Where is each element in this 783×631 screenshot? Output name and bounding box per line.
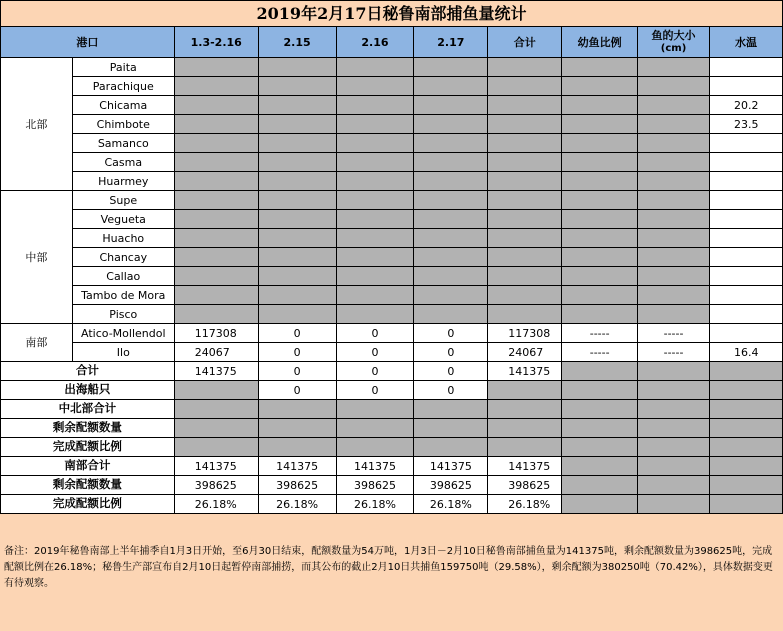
table-row — [1, 476, 783, 495]
value-cell: 398625 — [488, 476, 562, 495]
empty-gray-cell — [336, 77, 414, 96]
empty-gray-cell — [258, 134, 336, 153]
empty-gray-cell — [562, 362, 638, 381]
empty-cell — [709, 153, 782, 172]
header-size-line1: 鱼的大小 — [651, 29, 696, 42]
empty-gray-cell — [638, 419, 710, 438]
empty-gray-cell — [638, 96, 710, 115]
empty-gray-cell — [336, 229, 414, 248]
port-name: Huacho — [72, 229, 174, 248]
value-cell: 141375 — [488, 457, 562, 476]
empty-gray-cell — [638, 229, 710, 248]
value-cell: 26.18% — [174, 495, 258, 514]
header-c4: 2.17 — [414, 27, 488, 58]
value-cell: 141375 — [174, 362, 258, 381]
empty-cell — [709, 210, 782, 229]
empty-cell — [709, 267, 782, 286]
empty-gray-cell — [258, 438, 336, 457]
empty-cell — [709, 305, 782, 324]
value-cell: 0 — [414, 381, 488, 400]
header-port: 港口 — [1, 27, 175, 58]
empty-gray-cell — [336, 438, 414, 457]
value-cell: 26.18% — [488, 495, 562, 514]
empty-gray-cell — [174, 210, 258, 229]
empty-gray-cell — [638, 172, 710, 191]
empty-gray-cell — [562, 476, 638, 495]
header-size — [638, 27, 710, 58]
empty-gray-cell — [258, 115, 336, 134]
row-label: 剩余配额数量 — [1, 476, 175, 495]
empty-gray-cell — [638, 191, 710, 210]
value-cell: 0 — [414, 343, 488, 362]
empty-gray-cell — [174, 172, 258, 191]
empty-gray-cell — [638, 362, 710, 381]
table-row — [1, 305, 783, 324]
empty-gray-cell — [638, 77, 710, 96]
value-cell: 141375 — [488, 362, 562, 381]
empty-gray-cell — [709, 400, 782, 419]
empty-cell — [709, 134, 782, 153]
table-row — [1, 400, 783, 419]
row-label: 完成配额比例 — [1, 438, 175, 457]
table-row — [1, 153, 783, 172]
empty-gray-cell — [488, 191, 562, 210]
empty-gray-cell — [638, 400, 710, 419]
value-cell: 0 — [258, 381, 336, 400]
water-temp-value: 20.2 — [709, 96, 782, 115]
empty-gray-cell — [562, 457, 638, 476]
value-cell: ----- — [562, 324, 638, 343]
empty-gray-cell — [174, 58, 258, 77]
table-row — [1, 58, 783, 77]
empty-gray-cell — [562, 96, 638, 115]
port-name: Chancay — [72, 248, 174, 267]
empty-gray-cell — [336, 172, 414, 191]
empty-gray-cell — [174, 134, 258, 153]
value-cell: 141375 — [414, 457, 488, 476]
table-row — [1, 172, 783, 191]
empty-cell — [709, 58, 782, 77]
empty-gray-cell — [638, 267, 710, 286]
value-cell: 0 — [414, 324, 488, 343]
value-cell: 0 — [258, 343, 336, 362]
empty-gray-cell — [414, 286, 488, 305]
empty-gray-cell — [709, 495, 782, 514]
empty-gray-cell — [174, 305, 258, 324]
empty-gray-cell — [258, 153, 336, 172]
empty-gray-cell — [414, 229, 488, 248]
empty-gray-cell — [488, 172, 562, 191]
table-row-total — [1, 362, 783, 381]
port-name: Samanco — [72, 134, 174, 153]
empty-gray-cell — [488, 58, 562, 77]
empty-gray-cell — [258, 400, 336, 419]
row-label: 完成配额比例 — [1, 495, 175, 514]
empty-gray-cell — [336, 419, 414, 438]
empty-gray-cell — [709, 476, 782, 495]
empty-gray-cell — [258, 96, 336, 115]
empty-gray-cell — [258, 305, 336, 324]
empty-gray-cell — [174, 400, 258, 419]
empty-gray-cell — [562, 115, 638, 134]
table-row — [1, 96, 783, 115]
empty-gray-cell — [174, 77, 258, 96]
empty-gray-cell — [414, 58, 488, 77]
empty-gray-cell — [638, 305, 710, 324]
header-c3: 2.16 — [336, 27, 414, 58]
empty-gray-cell — [414, 172, 488, 191]
empty-cell — [709, 286, 782, 305]
value-cell: 398625 — [174, 476, 258, 495]
header-row — [1, 27, 783, 58]
empty-gray-cell — [336, 96, 414, 115]
empty-gray-cell — [174, 381, 258, 400]
port-name: Supe — [72, 191, 174, 210]
empty-gray-cell — [336, 400, 414, 419]
empty-gray-cell — [638, 457, 710, 476]
empty-gray-cell — [336, 248, 414, 267]
empty-gray-cell — [562, 495, 638, 514]
value-cell: 0 — [258, 324, 336, 343]
empty-gray-cell — [638, 495, 710, 514]
port-name: Paita — [72, 58, 174, 77]
value-cell: 0 — [336, 362, 414, 381]
water-temp-value: 16.4 — [709, 343, 782, 362]
empty-gray-cell — [488, 400, 562, 419]
empty-gray-cell — [638, 248, 710, 267]
empty-gray-cell — [414, 134, 488, 153]
value-cell: 0 — [336, 381, 414, 400]
empty-gray-cell — [562, 286, 638, 305]
empty-cell — [709, 172, 782, 191]
table-row — [1, 77, 783, 96]
row-label: 合计 — [1, 362, 175, 381]
table-row — [1, 191, 783, 210]
row-label: 剩余配额数量 — [1, 419, 175, 438]
empty-gray-cell — [258, 77, 336, 96]
empty-gray-cell — [174, 191, 258, 210]
empty-gray-cell — [562, 438, 638, 457]
empty-gray-cell — [488, 210, 562, 229]
empty-gray-cell — [258, 58, 336, 77]
empty-gray-cell — [414, 96, 488, 115]
row-label: 出海船只 — [1, 381, 175, 400]
empty-gray-cell — [258, 267, 336, 286]
empty-gray-cell — [638, 476, 710, 495]
empty-gray-cell — [414, 77, 488, 96]
value-cell: 26.18% — [258, 495, 336, 514]
value-cell: 24067 — [488, 343, 562, 362]
value-cell: 0 — [336, 343, 414, 362]
empty-gray-cell — [488, 134, 562, 153]
value-cell: 0 — [336, 324, 414, 343]
page-title: 2019年2月17日秘鲁南部捕鱼量统计 — [1, 1, 783, 27]
empty-gray-cell — [258, 419, 336, 438]
empty-gray-cell — [709, 438, 782, 457]
empty-gray-cell — [562, 191, 638, 210]
table-row — [1, 210, 783, 229]
empty-gray-cell — [174, 419, 258, 438]
empty-gray-cell — [709, 419, 782, 438]
empty-gray-cell — [709, 457, 782, 476]
empty-gray-cell — [638, 438, 710, 457]
empty-gray-cell — [414, 267, 488, 286]
empty-gray-cell — [414, 248, 488, 267]
empty-gray-cell — [258, 172, 336, 191]
header-c1: 1.3-2.16 — [174, 27, 258, 58]
empty-gray-cell — [638, 115, 710, 134]
empty-gray-cell — [414, 438, 488, 457]
value-cell: 398625 — [414, 476, 488, 495]
region-south: 南部 — [1, 324, 73, 362]
header-size-line2: (cm) — [660, 43, 687, 54]
table-row — [1, 457, 783, 476]
empty-gray-cell — [174, 153, 258, 172]
value-cell: 26.18% — [336, 495, 414, 514]
empty-gray-cell — [336, 210, 414, 229]
empty-gray-cell — [709, 362, 782, 381]
empty-gray-cell — [258, 191, 336, 210]
empty-gray-cell — [488, 153, 562, 172]
empty-gray-cell — [174, 438, 258, 457]
empty-gray-cell — [414, 419, 488, 438]
empty-gray-cell — [174, 286, 258, 305]
empty-cell — [709, 191, 782, 210]
empty-gray-cell — [488, 438, 562, 457]
empty-gray-cell — [488, 248, 562, 267]
empty-gray-cell — [562, 58, 638, 77]
empty-gray-cell — [562, 248, 638, 267]
empty-gray-cell — [258, 248, 336, 267]
table-row — [1, 229, 783, 248]
row-label: 南部合计 — [1, 457, 175, 476]
empty-gray-cell — [336, 153, 414, 172]
port-name: Chicama — [72, 96, 174, 115]
empty-gray-cell — [174, 115, 258, 134]
region-central: 中部 — [1, 191, 73, 324]
value-cell: ----- — [562, 343, 638, 362]
empty-gray-cell — [414, 115, 488, 134]
table-row — [1, 267, 783, 286]
value-cell: 398625 — [258, 476, 336, 495]
empty-gray-cell — [174, 267, 258, 286]
value-cell: 117308 — [488, 324, 562, 343]
empty-gray-cell — [336, 115, 414, 134]
table-row — [1, 324, 783, 343]
value-cell: 398625 — [336, 476, 414, 495]
empty-cell — [709, 229, 782, 248]
value-cell: 141375 — [336, 457, 414, 476]
table-row-boats — [1, 381, 783, 400]
empty-gray-cell — [488, 381, 562, 400]
port-name: Chimbote — [72, 115, 174, 134]
empty-gray-cell — [174, 96, 258, 115]
empty-gray-cell — [488, 115, 562, 134]
empty-gray-cell — [638, 153, 710, 172]
empty-gray-cell — [562, 305, 638, 324]
table-row — [1, 438, 783, 457]
empty-gray-cell — [414, 153, 488, 172]
value-cell: 26.18% — [414, 495, 488, 514]
empty-gray-cell — [336, 58, 414, 77]
port-name: Callao — [72, 267, 174, 286]
header-total: 合计 — [488, 27, 562, 58]
empty-gray-cell — [488, 267, 562, 286]
empty-gray-cell — [562, 153, 638, 172]
port-name: Pisco — [72, 305, 174, 324]
port-name: Casma — [72, 153, 174, 172]
value-cell: 24067 — [174, 343, 258, 362]
table-row — [1, 115, 783, 134]
value-cell: 141375 — [174, 457, 258, 476]
empty-gray-cell — [562, 400, 638, 419]
empty-gray-cell — [258, 286, 336, 305]
empty-gray-cell — [174, 248, 258, 267]
value-cell: 141375 — [258, 457, 336, 476]
port-name: Vegueta — [72, 210, 174, 229]
table-row — [1, 495, 783, 514]
empty-gray-cell — [638, 58, 710, 77]
water-temp-value: 23.5 — [709, 115, 782, 134]
empty-gray-cell — [638, 286, 710, 305]
empty-gray-cell — [414, 191, 488, 210]
empty-gray-cell — [488, 229, 562, 248]
value-cell: ----- — [638, 343, 710, 362]
empty-gray-cell — [562, 381, 638, 400]
empty-cell — [709, 324, 782, 343]
empty-gray-cell — [174, 229, 258, 248]
port-name: Parachique — [72, 77, 174, 96]
empty-gray-cell — [488, 305, 562, 324]
value-cell: 0 — [414, 362, 488, 381]
empty-gray-cell — [414, 400, 488, 419]
empty-gray-cell — [488, 96, 562, 115]
value-cell: 0 — [258, 362, 336, 381]
empty-gray-cell — [562, 134, 638, 153]
empty-gray-cell — [488, 77, 562, 96]
empty-gray-cell — [638, 381, 710, 400]
empty-gray-cell — [562, 77, 638, 96]
port-name: Atico-Mollendol — [72, 324, 174, 343]
empty-gray-cell — [562, 267, 638, 286]
header-water-temp: 水温 — [709, 27, 782, 58]
value-cell: ----- — [638, 324, 710, 343]
table-row — [1, 343, 783, 362]
table-row — [1, 134, 783, 153]
footnote: 备注：2019年秘鲁南部上半年捕季自1月3日开始，至6月30日结束，配额数量为54万吨，1月3日－2月10日秘鲁南部捕鱼量为141375吨，剩余配额数量为398625吨，完成配额比例在26.18%；秘鲁生产部宣布自2月10日起暂停南部捕捞，而其公布的截止2月10日共捕鱼159750吨（29.58%），剩余配额为380250吨（70.42%），具体数据变更有待观察。 — [4, 546, 773, 589]
empty-gray-cell — [336, 286, 414, 305]
value-cell: 117308 — [174, 324, 258, 343]
header-juvenile: 幼鱼比例 — [562, 27, 638, 58]
empty-gray-cell — [562, 419, 638, 438]
table-row — [1, 248, 783, 267]
empty-gray-cell — [414, 305, 488, 324]
table-row — [1, 286, 783, 305]
empty-gray-cell — [488, 286, 562, 305]
region-north: 北部 — [1, 58, 73, 191]
empty-gray-cell — [258, 210, 336, 229]
row-label: 中北部合计 — [1, 400, 175, 419]
empty-gray-cell — [336, 267, 414, 286]
empty-gray-cell — [414, 210, 488, 229]
empty-gray-cell — [709, 381, 782, 400]
table-row — [1, 419, 783, 438]
port-name: Huarmey — [72, 172, 174, 191]
empty-cell — [709, 77, 782, 96]
empty-gray-cell — [562, 210, 638, 229]
empty-cell — [709, 248, 782, 267]
empty-gray-cell — [488, 419, 562, 438]
empty-gray-cell — [336, 191, 414, 210]
empty-gray-cell — [562, 172, 638, 191]
empty-gray-cell — [562, 229, 638, 248]
header-c2: 2.15 — [258, 27, 336, 58]
empty-gray-cell — [638, 134, 710, 153]
empty-gray-cell — [336, 134, 414, 153]
empty-gray-cell — [336, 305, 414, 324]
empty-gray-cell — [638, 210, 710, 229]
port-name: Ilo — [72, 343, 174, 362]
empty-gray-cell — [258, 229, 336, 248]
port-name: Tambo de Mora — [72, 286, 174, 305]
